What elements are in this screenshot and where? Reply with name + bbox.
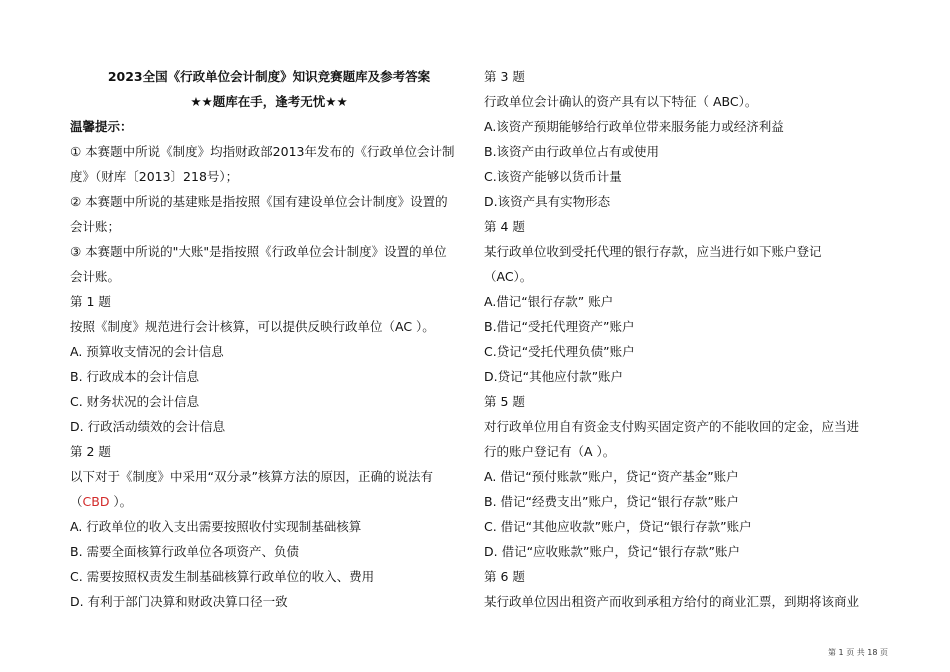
question-6-label: 第 6 题: [484, 569, 525, 584]
question-1-option-a: A. 预算收支情况的会计信息: [70, 344, 224, 359]
question-4-label: 第 4 题: [484, 219, 525, 234]
question-3-label: 第 3 题: [484, 69, 525, 84]
question-2-answer: CBD: [82, 494, 110, 509]
question-2-text: 以下对于《制度》中采用“双分录”核算方法的原因，正确的说法有: [70, 469, 433, 484]
question-3-option-c: C.该资产能够以货币计量: [484, 169, 622, 184]
question-4-text-cont: （AC）。: [484, 269, 533, 284]
question-3-option-a: A.该资产预期能够给行政单位带来服务能力或经济利益: [484, 119, 784, 134]
question-3-option-b: B.该资产由行政单位占有或使用: [484, 144, 660, 159]
question-6-text: 某行政单位因出租资产而收到承租方给付的商业汇票，到期将该商业: [484, 594, 860, 609]
tip-line: 会计账；: [70, 219, 121, 234]
question-2-answer-line: [70, 489, 468, 514]
question-1-label: 第 1 题: [70, 294, 111, 309]
document-title: 2023全国《行政单位会计制度》知识竞赛题库及参考答案: [107, 69, 431, 84]
question-2-label: 第 2 题: [70, 444, 111, 459]
answer-close: ）。: [109, 494, 133, 509]
tip-line: 会计账。: [70, 269, 121, 284]
tip-line: 度》（财库〔2013〕218号）；: [70, 169, 239, 184]
question-4-option-d: D.贷记“其他应付款”账户: [484, 369, 624, 384]
question-5-text: 对行政单位用自有资金支付购买固定资产的不能收回的定金，应当进: [484, 419, 860, 434]
question-1-text: 按照《制度》规范进行会计核算，可以提供反映行政单位（AC ）。: [70, 319, 435, 334]
question-1-option-d: D. 行政活动绩效的会计信息: [70, 419, 226, 434]
question-3-text: 行政单位会计确认的资产具有以下特征（ ABC）。: [484, 94, 758, 109]
question-5-text-cont: 行的账户登记有（A ）。: [484, 444, 616, 459]
question-1-option-b: B. 行政成本的会计信息: [70, 369, 200, 384]
tip-heading: 温馨提示：: [70, 119, 133, 134]
question-4-text: 某行政单位收到受托代理的银行存款，应当进行如下账户登记: [484, 244, 822, 259]
question-5-option-a: A. 借记“预付账款”账户，贷记“资产基金”账户: [484, 469, 739, 484]
document-subtitle: ★★题库在手，逢考无忧★★: [190, 94, 348, 109]
question-5-option-c: C. 借记“其他应收款”账户，贷记“银行存款”账户: [484, 519, 752, 534]
question-5-option-d: D. 借记“应收账款”账户，贷记“银行存款”账户: [484, 544, 740, 559]
question-4-option-c: C.贷记“受托代理负债”账户: [484, 344, 635, 359]
question-4-option-b: B.借记“受托代理资产”账户: [484, 319, 635, 334]
question-3-option-d: D.该资产具有实物形态: [484, 194, 611, 209]
question-2-option-b: B. 需要全面核算行政单位各项资产、负债: [70, 544, 300, 559]
question-2-option-c: C. 需要按照权责发生制基础核算行政单位的收入、费用: [70, 569, 375, 584]
tip-line: ② 本赛题中所说的基建账是指按照《国有建设单位会计制度》设置的: [70, 194, 448, 209]
question-5-option-b: B. 借记“经费支出”账户，贷记“银行存款”账户: [484, 494, 739, 509]
question-5-label: 第 5 题: [484, 394, 525, 409]
right-column: [484, 64, 882, 614]
question-2-option-d: D. 有利于部门决算和财政决算口径一致: [70, 594, 288, 609]
left-column: [70, 64, 468, 614]
answer-open: （: [70, 494, 83, 509]
tip-line: ① 本赛题中所说《制度》均指财政部2013年发布的《行政单位会计制: [70, 144, 455, 159]
question-2-option-a: A. 行政单位的收入支出需要按照收付实现制基础核算: [70, 519, 362, 534]
question-4-option-a: A.借记“银行存款” 账户: [484, 294, 614, 309]
question-1-option-c: C. 财务状况的会计信息: [70, 394, 200, 409]
page-number-footer: 第 1 页 共 18 页: [828, 648, 888, 657]
tip-line: ③ 本赛题中所说的"大账"是指按照《行政单位会计制度》设置的单位: [70, 244, 447, 259]
